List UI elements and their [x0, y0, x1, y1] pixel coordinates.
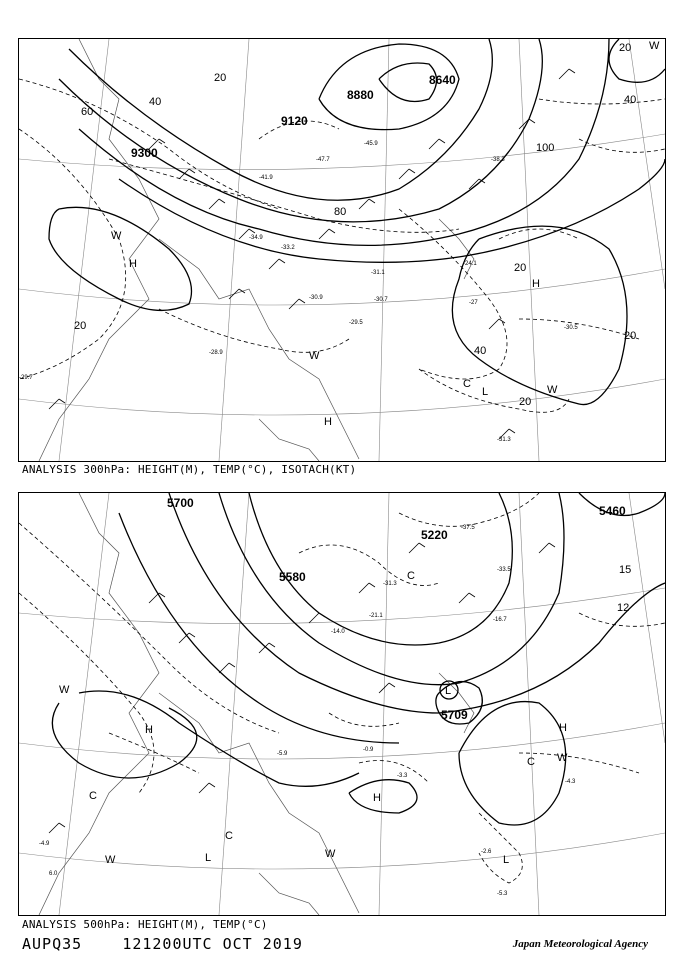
- height-label-9120: 9120: [281, 114, 308, 128]
- temp-label: -4.9: [39, 841, 50, 847]
- warm-marker: W: [105, 854, 116, 866]
- temp-label: -30.5: [564, 325, 578, 331]
- temp-label: -31.1: [371, 270, 385, 276]
- high-center: H: [373, 792, 381, 804]
- temp-label: -31.3: [383, 581, 397, 587]
- temp-label: -16.7: [493, 617, 507, 623]
- isotach-label: 40: [149, 96, 162, 108]
- coastline: [39, 493, 474, 915]
- high-center: H: [559, 722, 567, 734]
- temp-label: -47.7: [316, 157, 330, 163]
- cold-marker: C: [89, 790, 97, 802]
- isotach-label: 40: [474, 345, 487, 357]
- height-label-8880: 8880: [347, 88, 374, 102]
- low-center: L: [503, 854, 510, 866]
- low-center: L: [205, 852, 212, 864]
- high-center: H: [324, 416, 332, 428]
- map-500hpa: [18, 492, 666, 916]
- temp-label: -4.3: [565, 779, 576, 785]
- temp-label: -33.2: [281, 245, 295, 251]
- temp-label: -41.9: [259, 175, 273, 181]
- height-contours: [52, 493, 665, 825]
- caption-500hpa: ANALYSIS 500hPa: HEIGHT(M), TEMP(°C): [22, 918, 268, 931]
- cold-marker: C: [407, 570, 415, 582]
- cold-marker: C: [527, 756, 535, 768]
- warm-marker: W: [649, 40, 660, 52]
- height-label-5460: 5460: [599, 504, 626, 518]
- product-code-line: [22, 935, 303, 953]
- caption-300hpa: ANALYSIS 300hPa: HEIGHT(M), TEMP(°C), ISOTACH(KT): [22, 463, 357, 476]
- height-label-5700: 5700: [167, 496, 194, 510]
- temp-label: -14.0: [331, 629, 345, 635]
- temp-label: -5.3: [497, 891, 508, 897]
- map-300hpa: [18, 38, 666, 462]
- height-label-9300: 9300: [131, 146, 158, 160]
- wind-barbs: [49, 69, 575, 439]
- product-code: AUPQ35: [22, 935, 83, 953]
- temp-label: -28.9: [209, 350, 223, 356]
- coastline: [39, 39, 474, 461]
- temp-label: -34.9: [249, 235, 263, 241]
- isotach-label: 20: [624, 330, 637, 342]
- temp-label: -29.7: [19, 375, 33, 381]
- isotach-label: 20: [74, 320, 87, 332]
- temp-label: -2.6: [481, 849, 492, 855]
- height-label-8640: 8640: [429, 73, 456, 87]
- temp-label: -33.5: [497, 567, 511, 573]
- graticule: [19, 493, 665, 915]
- isotach-label: 20: [619, 42, 632, 54]
- temp-label: -3.3: [397, 773, 408, 779]
- temp-label: -5.9: [277, 751, 288, 757]
- temp-label: -45.9: [364, 141, 378, 147]
- warm-marker: W: [309, 350, 320, 362]
- temp-label: -30.9: [309, 295, 323, 301]
- warm-marker: W: [111, 230, 122, 242]
- temp-label: -37.5: [461, 525, 475, 531]
- high-center: H: [532, 278, 540, 290]
- map-500hpa-canvas: [19, 493, 665, 915]
- low-center: L: [482, 386, 489, 398]
- low-center-label: L: [445, 685, 452, 697]
- isotach-label: 12: [617, 602, 630, 614]
- temp-label: -38.3: [491, 157, 505, 163]
- warm-marker: W: [325, 848, 336, 860]
- temp-label: -27: [469, 300, 478, 306]
- cold-marker: C: [463, 378, 471, 390]
- isotach-label: 60: [81, 106, 94, 118]
- high-center: H: [129, 258, 137, 270]
- temp-label: -30.7: [374, 297, 388, 303]
- temp-label: -24.1: [463, 261, 477, 267]
- map-300hpa-canvas: [19, 39, 665, 461]
- isotach-label: 20: [519, 396, 532, 408]
- isotherm-contours: [19, 493, 665, 883]
- warm-marker: W: [547, 384, 558, 396]
- height-label-5220: 5220: [421, 528, 448, 542]
- temp-label: -29.5: [349, 320, 363, 326]
- high-center: H: [145, 724, 153, 736]
- isotach-label: 80: [334, 206, 347, 218]
- warm-marker: W: [59, 684, 70, 696]
- isotach-label: 20: [514, 262, 527, 274]
- cold-marker: C: [225, 830, 233, 842]
- height-label-5580: 5580: [279, 570, 306, 584]
- temp-label: -0.9: [363, 747, 374, 753]
- height-label-5709: 5709: [441, 708, 468, 722]
- warm-marker: W: [557, 752, 568, 764]
- isotach-label: 15: [619, 564, 632, 576]
- isotach-label: 100: [536, 142, 555, 154]
- isotach-label: 40: [624, 94, 637, 106]
- isotach-label: 20: [214, 72, 227, 84]
- agency-name: Japan Meteorological Agency: [512, 938, 648, 950]
- temp-label: -21.1: [369, 613, 383, 619]
- valid-time: 121200UTC OCT 2019: [122, 935, 303, 953]
- temp-label: 6.0: [49, 871, 58, 877]
- temp-label: -31.3: [497, 437, 511, 443]
